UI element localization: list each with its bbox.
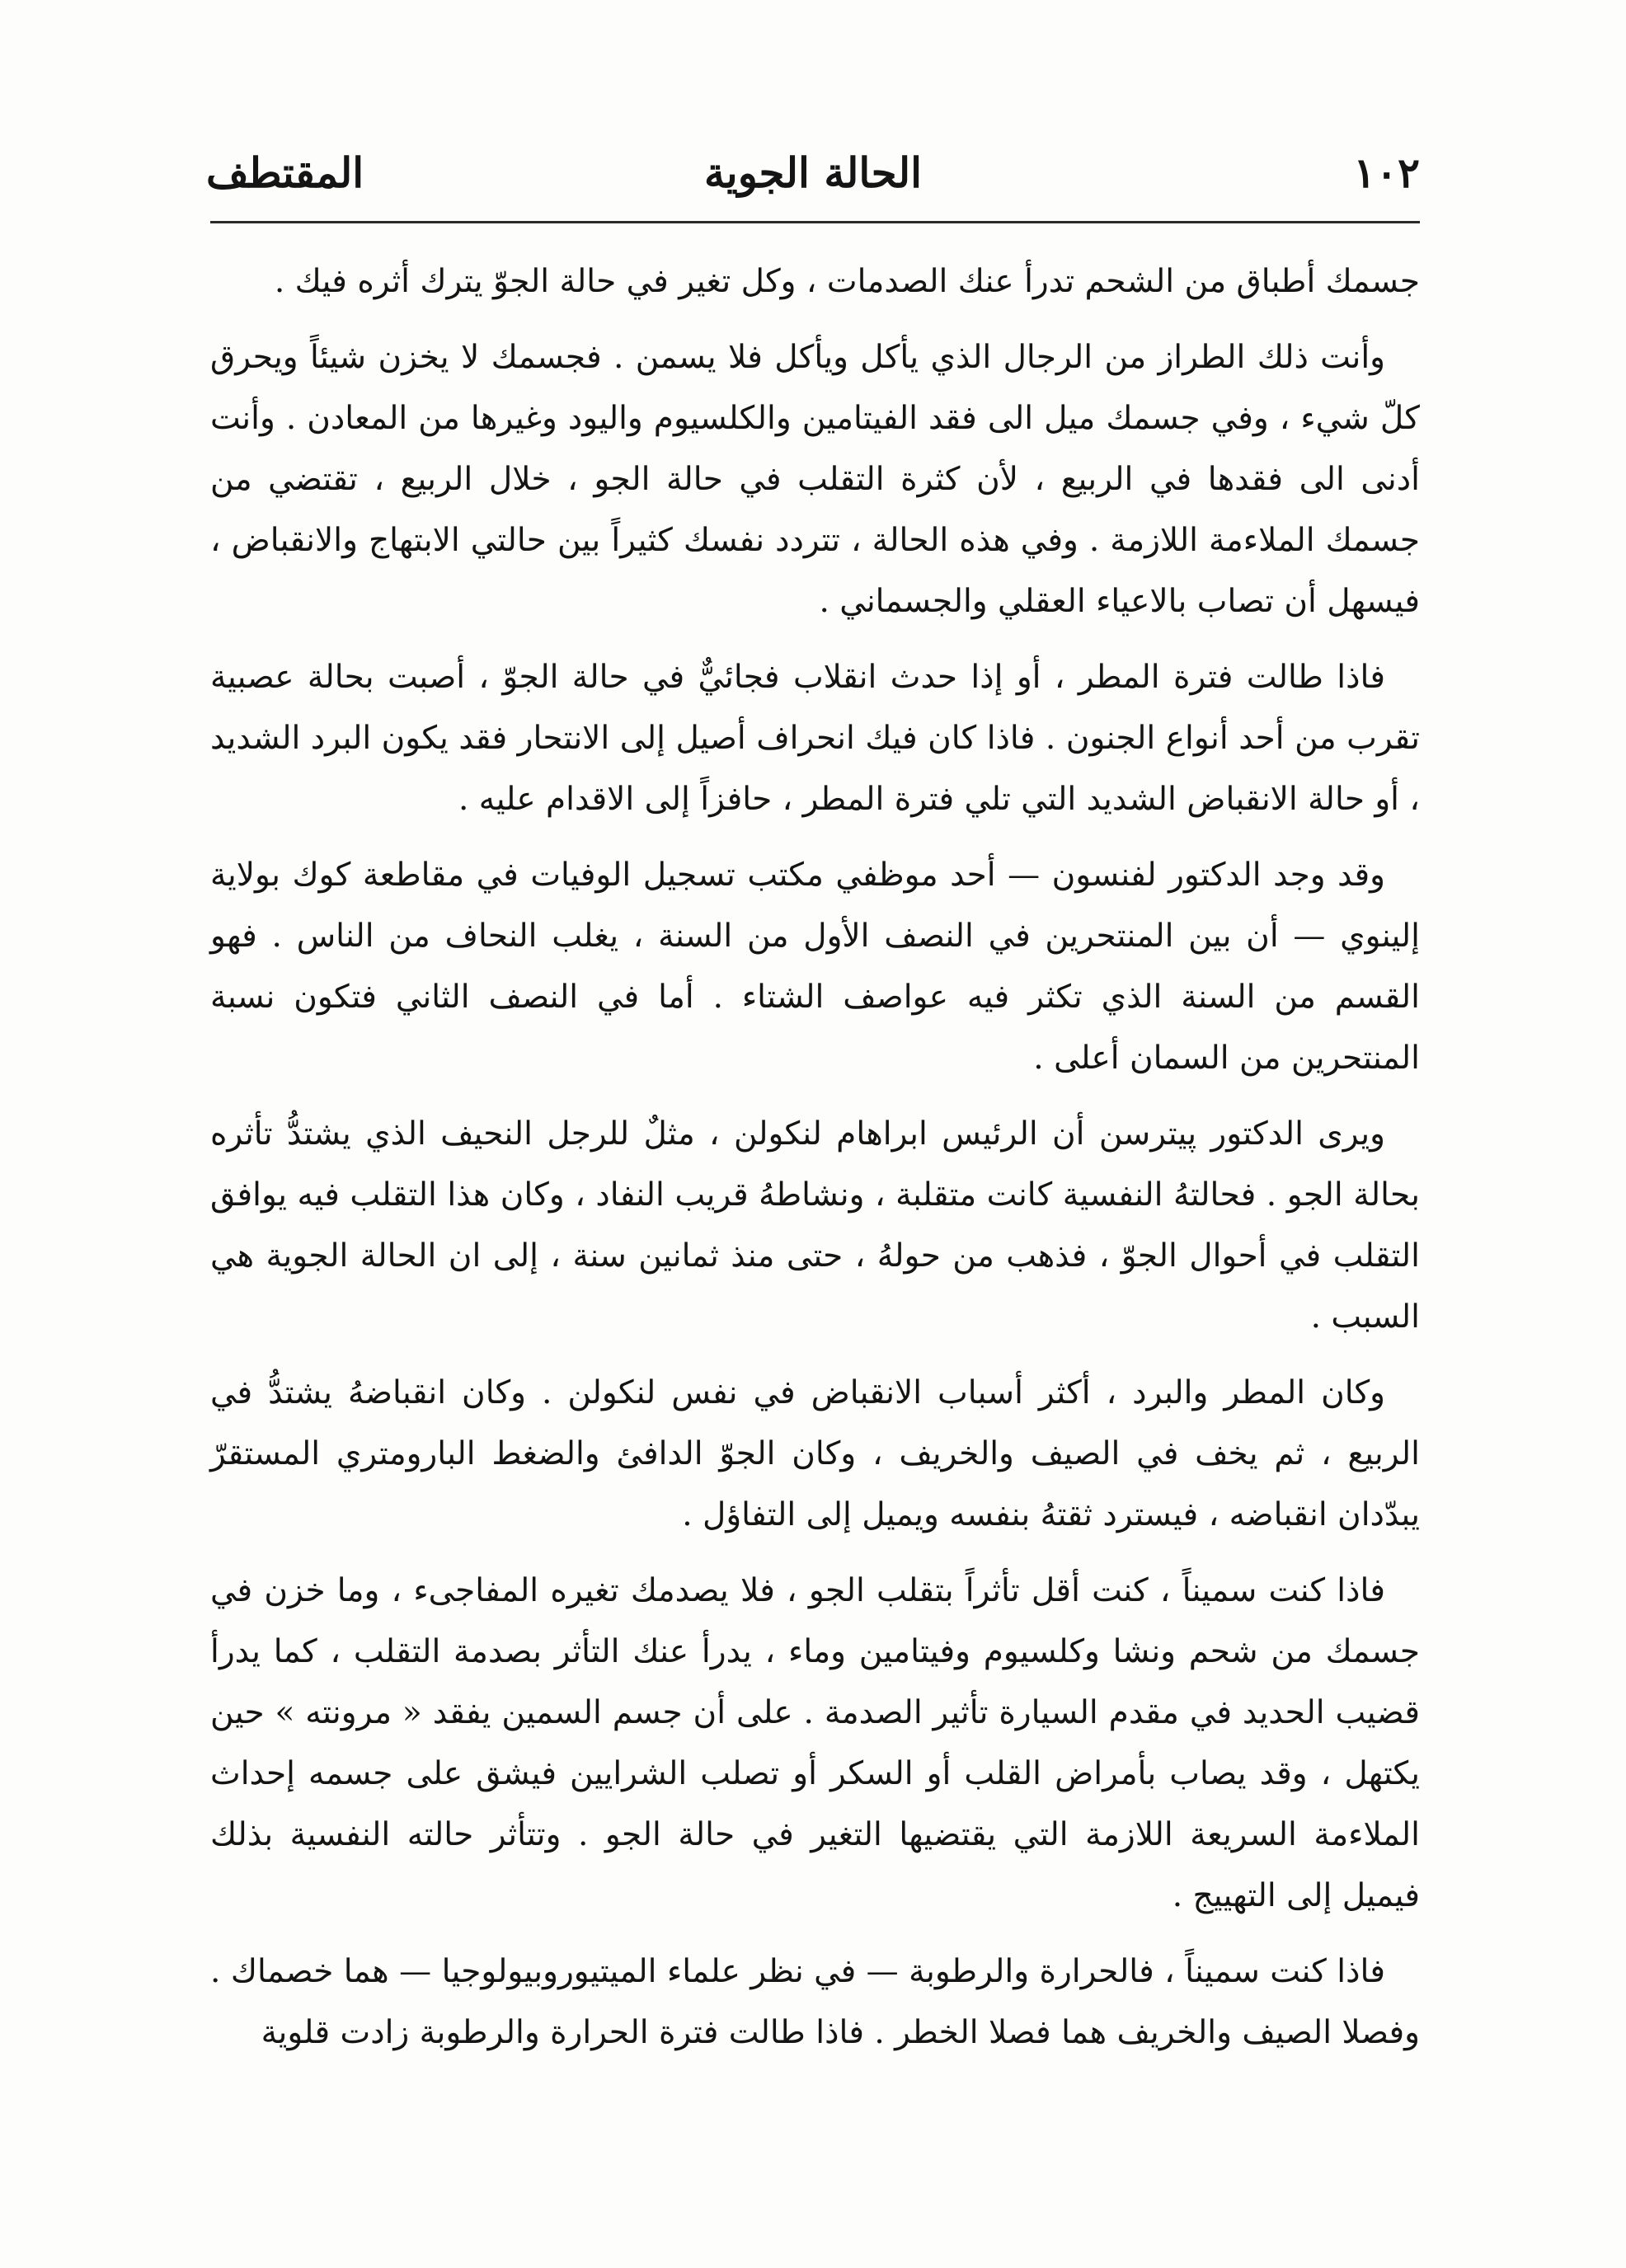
paragraph: فاذا كنت سميناً ، كنت أقل تأثراً بتقلب الجو ، فلا يصدمك تغيره المفاجىء ، وما خزن في جسمك من شحم ونشا وكلسيوم وفيتامين وماء ، يدرأ عنك التأثر بصدمة التقلب ، كما يدرأ قضيب الحديد في مقدم السيارة تأثير الصدمة . على أن جسم السمين يفقد « مرونته » حين يكتهل ، وقد يصاب بأمراض القلب أو السكر أو تصلب الشرايين فيشق على جسمه إحداث الملاءمة السريعة اللازمة التي يقتضيها التغير في حالة الجو . وتتأثر حالته النفسية بذلك فيميل إلى التهييج . <box>210 1572 1420 1914</box>
header-rule <box>210 221 1420 223</box>
paragraph: ويرى الدكتور پيترسن أن الرئيس ابراهام لنكولن ، مثلٌ للرجل النحيف الذي يشتدُّ تأثره بحالة الجو . فحالتهُ النفسية كانت متقلبة ، ونشاطهُ قريب النفاد ، وكان هذا التقلب فيه يوافق التقلب في أحوال الجوّ ، فذهب من حولهُ ، حتى منذ ثمانين سنة ، إلى ان الحالة الجوية هي السبب . <box>210 1115 1420 1336</box>
paragraph: وكان المطر والبرد ، أكثر أسباب الانقباض في نفس لنكولن . وكان انقباضهُ يشتدُّ في الربيع ، ثم يخف في الصيف والخريف ، وكان الجوّ الدافئ والضغط البارومتري المستقرّ يبدّدان انقباضه ، فيسترد ثقتهُ بنفسه ويميل إلى التفاؤل . <box>210 1374 1420 1533</box>
running-title: الحالة الجوية <box>703 148 923 197</box>
journal-name: المقتطف <box>206 148 364 197</box>
paragraph: وقد وجد الدكتور لفنسون — أحد موظفي مكتب تسجيل الوفيات في مقاطعة كوك بولاية إلينوي — أن بين المنتحرين في النصف الأول من السنة ، يغلب النحاف من الناس . فهو القسم من السنة الذي تكثر فيه عواصف الشتاء . أما في النصف الثاني فتكون نسبة المنتحرين من السمان أعلى . <box>210 857 1420 1077</box>
page-number: ١٠٢ <box>1353 148 1420 197</box>
paragraph: فاذا طالت فترة المطر ، أو إذا حدث انقلاب فجائيٌّ في حالة الجوّ ، أصبت بحالة عصبية تقرب من أحد أنواع الجنون . فاذا كان فيك انحراف أصيل إلى الانتحار فقد يكون البرد الشديد ، أو حالة الانقباض الشديد التي تلي فترة المطر ، حافزاً إلى الاقدام عليه . <box>210 659 1420 818</box>
article-body <box>210 251 1420 2078</box>
paragraph: فاذا كنت سميناً ، فالحرارة والرطوبة — في نظر علماء الميتيوروبيولوجيا — هما خصماك . وفصلا الصيف والخريف هما فصلا الخطر . فاذا طالت فترة الحرارة والرطوبة زادت قلوية <box>210 1953 1420 2051</box>
page-header <box>206 140 1420 206</box>
paragraph: جسمك أطباق من الشحم تدرأ عنك الصدمات ، وكل تغير في حالة الجوّ يترك أثره فيك . <box>274 263 1420 300</box>
paragraph: وأنت ذلك الطراز من الرجال الذي يأكل ويأكل فلا يسمن . فجسمك لا يخزن شيئاً ويحرق كلّ شيء ، وفي جسمك ميل الى فقد الفيتامين والكلسيوم واليود وغيرها من المعادن . وأنت أدنى الى فقدها في الربيع ، لأن كثرة التقلب في حالة الجو ، خلال الربيع ، تقتضي من جسمك الملاءمة اللازمة . وفي هذه الحالة ، تتردد نفسك كثيراً بين حالتي الابتهاج والانقباض ، فيسهل أن تصاب بالاعياء العقلي والجسماني . <box>210 339 1420 620</box>
